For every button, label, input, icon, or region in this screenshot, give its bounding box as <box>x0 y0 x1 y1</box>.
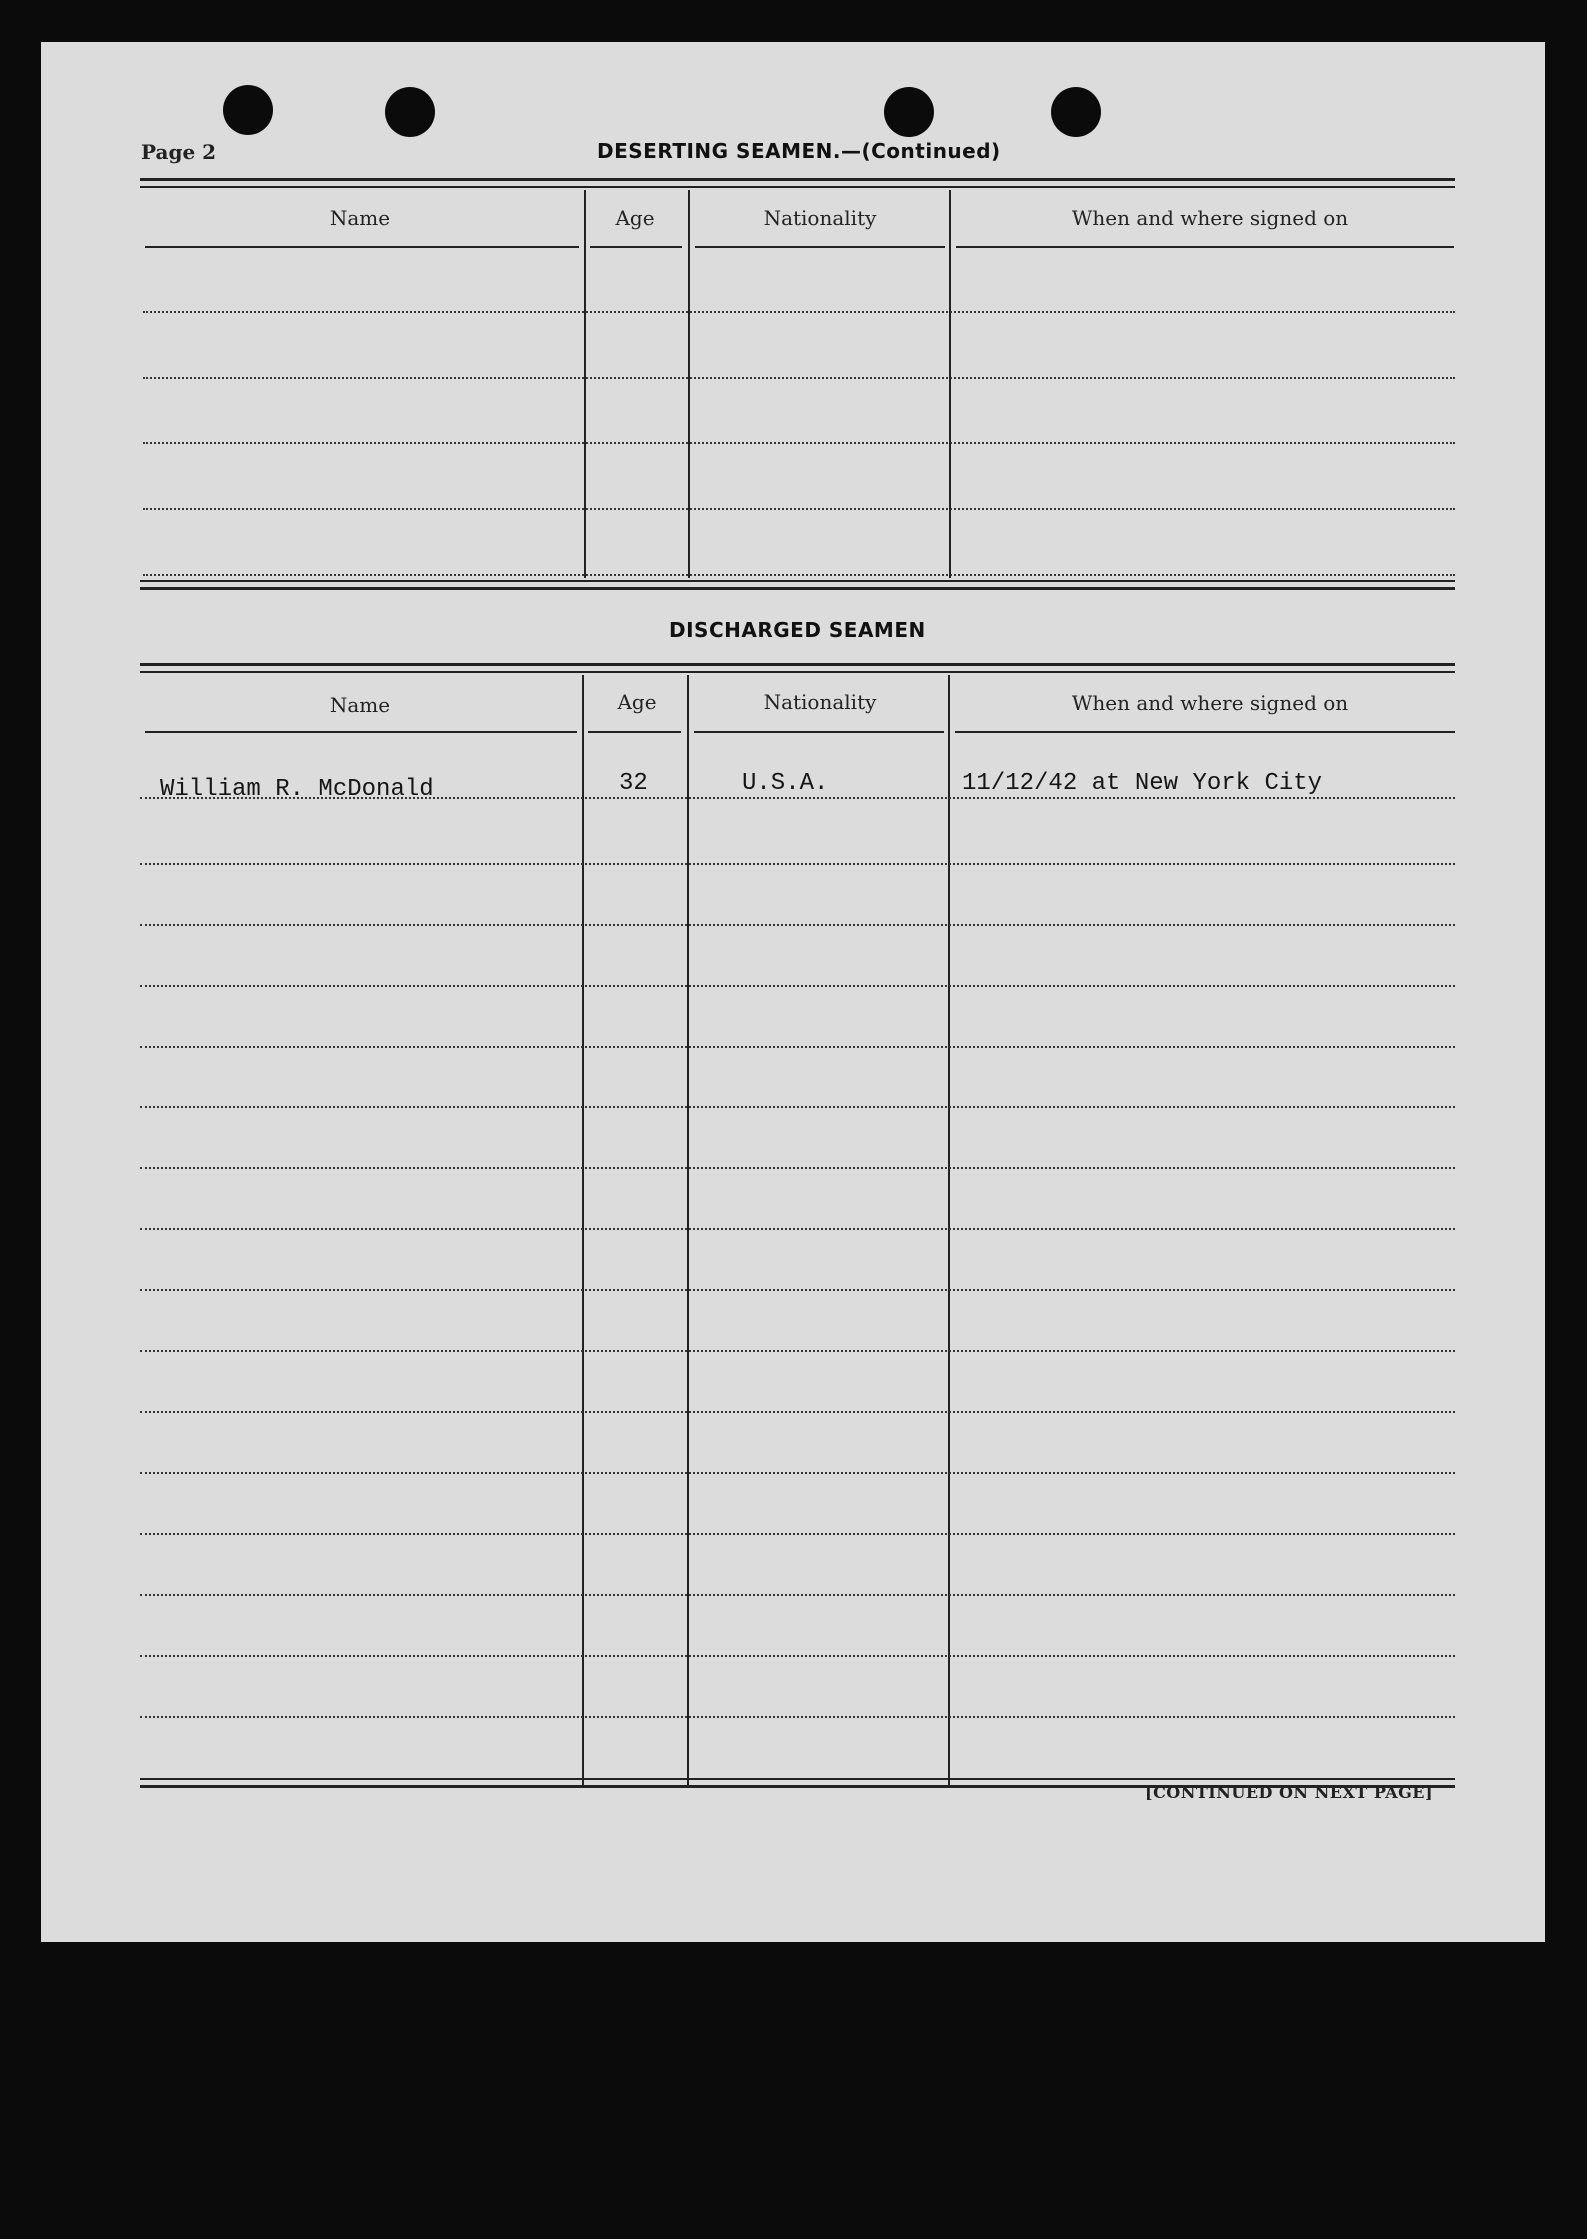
column-header-signed-on: When and where signed on <box>1071 691 1349 715</box>
table-top-rule <box>140 663 1455 666</box>
column-divider <box>584 190 586 578</box>
row-line <box>140 1046 1455 1048</box>
table-bottom-rule <box>140 587 1455 590</box>
header-underline <box>694 731 944 733</box>
row-line <box>140 1289 1455 1291</box>
row-line <box>140 985 1455 987</box>
table-top-rule <box>140 178 1455 181</box>
punch-hole <box>1051 87 1101 137</box>
row-line <box>140 863 1455 865</box>
table-bottom-rule <box>140 580 1455 582</box>
header-underline <box>145 731 577 733</box>
page-number: Page 2 <box>141 140 217 164</box>
row-line <box>140 1228 1455 1230</box>
column-header-name: Name <box>329 206 391 230</box>
column-header-nationality: Nationality <box>763 690 877 714</box>
column-header-name: Name <box>329 693 391 717</box>
row-line <box>140 1350 1455 1352</box>
row-line <box>140 1167 1455 1169</box>
header-underline <box>590 246 682 248</box>
column-divider <box>687 675 689 1785</box>
continued-note: [CONTINUED ON NEXT PAGE] <box>1145 1783 1434 1802</box>
row-line <box>140 1716 1455 1718</box>
table-top-rule <box>140 671 1455 673</box>
column-divider <box>582 675 584 1785</box>
header-underline <box>955 731 1455 733</box>
row-line <box>140 924 1455 926</box>
header-underline <box>956 246 1454 248</box>
row-line <box>143 377 1455 379</box>
deserting-seamen-title: DESERTING SEAMEN.—(Continued) <box>597 139 1001 163</box>
punch-hole <box>884 87 934 137</box>
seaman-age: 32 <box>619 770 648 797</box>
table-bottom-rule <box>140 1778 1455 1780</box>
seaman-signed-on: 11/12/42 at New York City <box>962 770 1323 797</box>
header-underline <box>695 246 945 248</box>
row-line <box>143 311 1455 313</box>
punch-hole <box>223 85 273 135</box>
column-divider <box>949 190 951 578</box>
table-top-rule <box>140 186 1455 188</box>
column-divider <box>688 190 690 578</box>
column-header-nationality: Nationality <box>763 206 877 230</box>
row-line <box>140 1533 1455 1535</box>
seaman-name: William R. McDonald <box>160 776 434 803</box>
row-line <box>143 442 1455 444</box>
row-line <box>140 1655 1455 1657</box>
header-underline <box>145 246 579 248</box>
header-underline <box>588 731 681 733</box>
punch-hole <box>385 87 435 137</box>
row-line <box>140 1472 1455 1474</box>
column-header-age: Age <box>615 206 655 230</box>
column-divider <box>948 675 950 1785</box>
column-header-age: Age <box>617 690 657 714</box>
row-line <box>143 508 1455 510</box>
column-header-signed-on: When and where signed on <box>1071 206 1349 230</box>
row-line <box>140 797 1455 799</box>
row-line <box>140 1106 1455 1108</box>
row-line <box>140 1411 1455 1413</box>
row-line <box>143 574 1455 576</box>
discharged-seamen-title: DISCHARGED SEAMEN <box>669 618 926 642</box>
document-page <box>41 42 1545 1942</box>
row-line <box>140 1594 1455 1596</box>
seaman-nationality: U.S.A. <box>742 770 829 797</box>
